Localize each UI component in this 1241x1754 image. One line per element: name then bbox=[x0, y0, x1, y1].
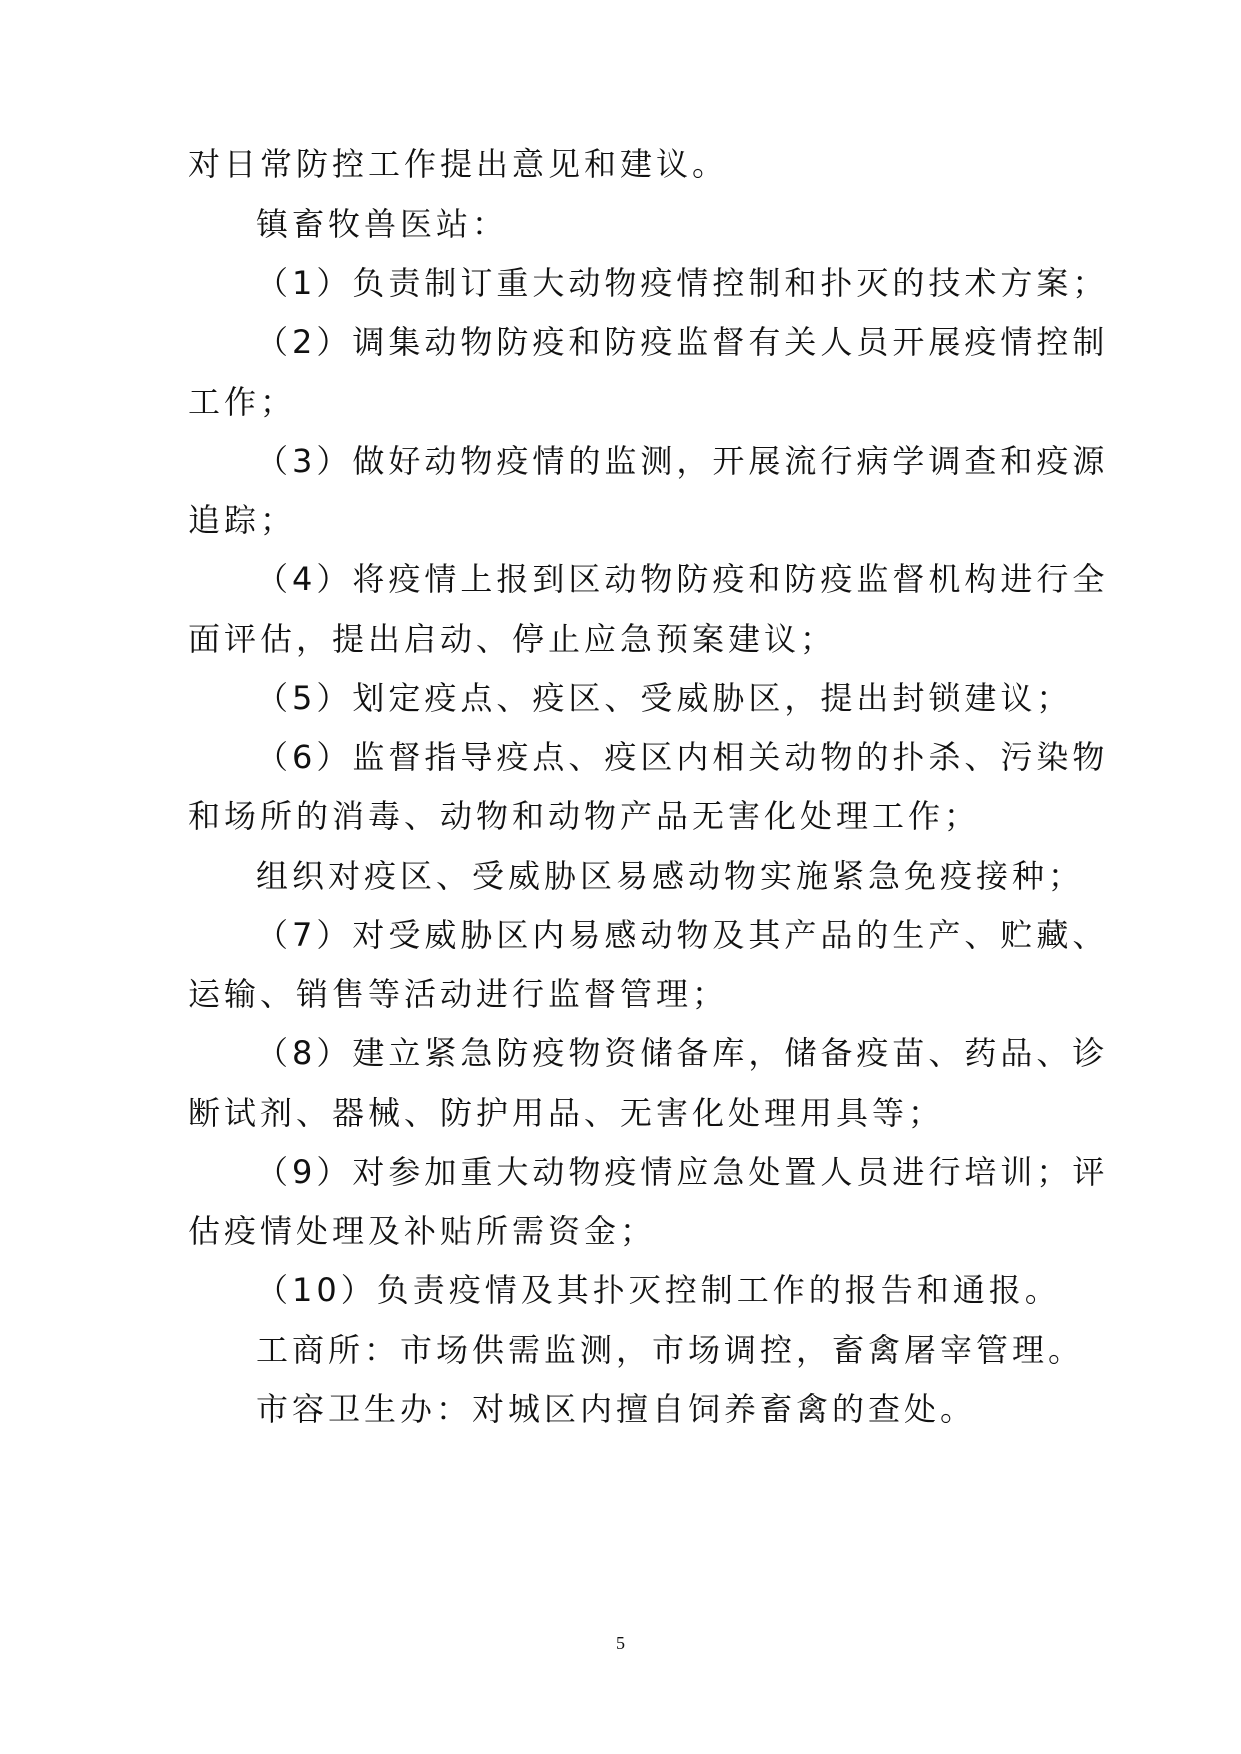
text-line: 工商所：市场供需监测，市场调控，畜禽屠宰管理。 bbox=[256, 1331, 1085, 1369]
text-line: 对日常防控工作提出意见和建议。 bbox=[188, 145, 729, 183]
list-item: （1）负责制订重大动物疫情控制和扑灭的技术方案； bbox=[256, 264, 1109, 302]
list-item: （3）做好动物疫情的监测，开展流行病学调查和疫源 bbox=[256, 442, 1109, 480]
page-number: 5 bbox=[616, 1633, 625, 1653]
text-line: 市容卫生办：对城区内擅自饲养畜禽的查处。 bbox=[256, 1390, 977, 1428]
list-item: （2）调集动物防疫和防疫监督有关人员开展疫情控制 bbox=[256, 323, 1109, 361]
text-line: 运输、销售等活动进行监督管理； bbox=[188, 975, 729, 1013]
text-line: 和场所的消毒、动物和动物产品无害化处理工作； bbox=[188, 797, 981, 835]
text-line: 面评估，提出启动、停止应急预案建议； bbox=[188, 620, 837, 658]
list-item: （6）监督指导疫点、疫区内相关动物的扑杀、污染物 bbox=[256, 738, 1109, 776]
list-item: （4）将疫情上报到区动物防疫和防疫监督机构进行全 bbox=[256, 560, 1109, 598]
text-line: 工作； bbox=[188, 383, 297, 421]
list-item: （9）对参加重大动物疫情应急处置人员进行培训；评 bbox=[256, 1153, 1109, 1191]
list-item: （5）划定疫点、疫区、受威胁区，提出封锁建议； bbox=[256, 679, 1073, 717]
text-line: 估疫情处理及补贴所需资金； bbox=[188, 1212, 657, 1250]
list-item: （8）建立紧急防疫物资储备库，储备疫苗、药品、诊 bbox=[256, 1034, 1109, 1072]
text-line: 断试剂、器械、防护用品、无害化处理用具等； bbox=[188, 1094, 945, 1132]
section-heading: 镇畜牧兽医站： bbox=[256, 205, 509, 243]
list-item: （10）负责疫情及其扑灭控制工作的报告和通报。 bbox=[256, 1271, 1061, 1309]
list-item: （7）对受威胁区内易感动物及其产品的生产、贮藏、 bbox=[256, 916, 1109, 954]
text-line: 组织对疫区、受威胁区易感动物实施紧急免疫接种； bbox=[256, 857, 1085, 895]
text-line: 追踪； bbox=[188, 501, 297, 539]
